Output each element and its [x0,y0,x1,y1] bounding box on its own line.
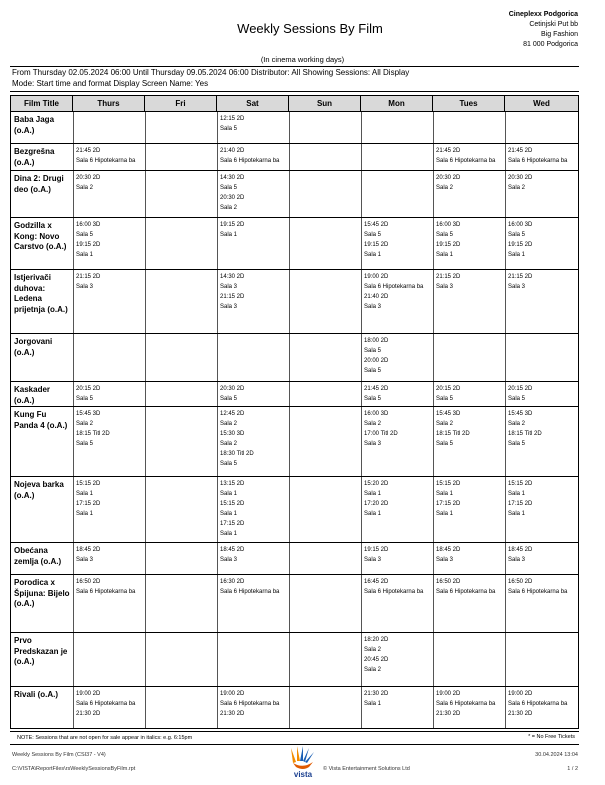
session-time: 12:45 2D [220,411,245,417]
session-screen: Sala 2 [508,421,526,427]
session-time: 16:50 2D [436,579,461,585]
print-datetime: 30.04.2024 13:04 [535,752,578,758]
day-cell-wed [508,545,577,565]
session-time: 18:15 Titl 2D [436,431,470,437]
column-header-fri: Fri [145,96,217,112]
session-screen: Sala 6 Hipotekarna ba [220,701,280,707]
film-title: Godzilla x Kong: Novo Carstvo (o.A.) [14,221,67,251]
column-header-sat: Sat [217,96,289,112]
table-row [11,112,578,143]
session-time: 16:50 2D [76,579,101,585]
session-time: 21:30 2D [76,711,101,717]
session-screen: Sala 1 [76,511,94,517]
day-cell-thurs [76,272,144,292]
day-cell-thurs [76,689,144,719]
table-row [11,542,578,574]
session-screen: Sala 2 [364,647,382,653]
table-row [11,406,578,476]
session-screen: Sala 1 [508,511,526,517]
session-time: 16:00 3D [508,222,533,228]
session-time: 17:15 2D [220,521,245,527]
day-cell-wed [508,272,577,292]
session-time: 21:15 2D [436,274,461,280]
session-screen: Sala 5 [436,441,454,447]
day-cell-tues [436,384,504,404]
report-parameters [12,68,409,89]
session-time: 19:15 2D [364,242,389,248]
session-time: 14:30 2D [220,175,245,181]
session-screen: Sala 5 [364,232,382,238]
note-rule [10,731,579,732]
parameters-line-2: Mode: Start time and format Display Screen Name: Yes [12,78,209,88]
film-title: Rivali (o.A.) [14,690,59,699]
session-time: 20:30 2D [220,195,245,201]
session-time: 18:15 Titl 2D [76,431,110,437]
session-screen: Sala 6 Hipotekarna ba [436,158,496,164]
session-screen: Sala 3 [508,557,526,563]
session-time: 19:15 2D [508,242,533,248]
session-screen: Sala 6 Hipotekarna ba [364,589,424,595]
session-time: 17:15 2D [76,501,101,507]
session-screen: Sala 1 [220,491,238,497]
day-cell-thurs [76,220,144,260]
session-screen: Sala 3 [436,557,454,563]
session-screen: Sala 2 [436,421,454,427]
session-time: 17:15 2D [508,501,533,507]
day-cell-thurs [76,173,144,193]
session-screen: Sala 2 [220,421,238,427]
session-screen: Sala 1 [508,491,526,497]
session-screen: Sala 1 [76,252,94,258]
column-header-mon: Mon [361,96,433,112]
session-time: 19:00 2D [436,691,461,697]
session-time: 18:45 2D [436,547,461,553]
session-screen: Sala 2 [436,185,454,191]
day-cell-sat [220,220,288,240]
session-screen: Sala 6 Hipotekarna ba [508,701,568,707]
session-screen: Sala 1 [220,531,238,537]
session-screen: Sala 6 Hipotekarna ba [76,701,136,707]
table-row [11,686,578,728]
session-screen: Sala 2 [220,205,238,211]
table-row [11,476,578,542]
session-time: 15:30 3D [220,431,245,437]
session-time: 19:00 2D [76,691,101,697]
table-row [11,381,578,406]
day-cell-sat [220,689,288,719]
film-title: Istjerivači duhova: Ledena prijetnja (o.A.) [14,273,68,314]
session-time: 18:45 2D [76,547,101,553]
session-screen: Sala 5 [76,441,94,447]
session-screen: Sala 5 [76,396,94,402]
session-screen: Sala 3 [76,284,94,290]
session-time: 21:15 2D [220,294,245,300]
session-time: 20:15 2D [76,386,101,392]
session-time: 21:45 2D [76,148,101,154]
session-time: 19:00 2D [508,691,533,697]
page-number: 1 / 2 [567,766,578,772]
session-time: 12:15 2D [220,116,245,122]
session-screen: Sala 2 [220,441,238,447]
session-screen: Sala 5 [220,185,238,191]
company-street: Cetinjski Put bb [529,21,578,28]
film-title: Kung Fu Panda 4 (o.A.) [14,410,68,430]
table-row [11,143,578,170]
report-name: Weekly Sessions By Film (CSI37 - V4) [12,752,106,758]
day-cell-wed [508,479,577,519]
session-screen: Sala 2 [76,185,94,191]
day-cell-wed [508,220,577,260]
session-screen: Sala 5 [508,441,526,447]
day-cell-mon [364,635,432,675]
session-screen: Sala 1 [508,252,526,258]
italics-note: NOTE: Sessions that are not open for sale appear in italics: e.g. 6:15pm [17,735,193,741]
session-screen: Sala 5 [220,461,238,467]
header-rule [10,66,579,67]
session-screen: Sala 5 [508,232,526,238]
session-screen: Sala 5 [364,348,382,354]
table-row [11,170,578,217]
session-time: 21:30 2D [220,711,245,717]
session-time: 19:00 2D [220,691,245,697]
day-cell-sat [220,545,288,565]
day-cell-wed [508,146,577,166]
session-time: 16:45 2D [364,579,389,585]
table-row [11,269,578,333]
session-screen: Sala 6 Hipotekarna ba [436,589,496,595]
day-cell-tues [436,146,504,166]
day-cell-sat [220,114,288,134]
session-screen: Sala 2 [364,421,382,427]
film-title: Porodica x Špijuna: Bijelo (o.A.) [14,578,70,608]
session-time: 15:20 2D [364,481,389,487]
day-cell-tues [436,272,504,292]
session-time: 19:15 2D [220,222,245,228]
table-row [11,632,578,686]
session-time: 15:45 3D [436,411,461,417]
session-screen: Sala 6 Hipotekarna ba [220,158,280,164]
film-title: Bezgrešna (o.A.) [14,147,55,167]
film-title: Kaskader (o.A.) [14,385,51,405]
day-cell-mon [364,545,432,565]
column-header-tues: Tues [433,96,505,112]
day-cell-tues [436,409,504,449]
day-cell-thurs [76,409,144,449]
session-time: 15:15 2D [76,481,101,487]
session-screen: Sala 6 Hipotekarna ba [508,158,568,164]
session-time: 21:30 2D [508,711,533,717]
day-cell-mon [364,409,432,449]
company-address [509,10,578,50]
session-time: 20:15 2D [508,386,533,392]
day-cell-sat [220,577,288,597]
day-cell-thurs [76,146,144,166]
session-screen: Sala 3 [364,441,382,447]
session-time: 18:15 Titl 2D [508,431,542,437]
session-time: 15:45 3D [76,411,101,417]
session-time: 15:45 3D [508,411,533,417]
day-cell-mon [364,689,432,709]
session-time: 18:20 2D [364,637,389,643]
column-header-sun: Sun [289,96,361,112]
session-screen: Sala 1 [364,701,382,707]
parameters-rule [10,91,579,92]
sessions-table [10,95,579,729]
vista-logo [283,744,323,779]
session-time: 19:00 2D [364,274,389,280]
session-screen: Sala 2 [364,667,382,673]
session-time: 18:30 Titl 2D [220,451,254,457]
day-cell-thurs [76,384,144,404]
day-cell-sat [220,384,288,404]
table-row [11,574,578,632]
film-title: Obećana zemlja (o.A.) [14,546,62,566]
session-screen: Sala 6 Hipotekarna ba [508,589,568,595]
day-cell-sat [220,173,288,213]
day-cell-sat [220,479,288,539]
report-title: Weekly Sessions By Film [237,21,383,36]
parameters-line-1: From Thursday 02.05.2024 06:00 Until Thursday 09.05.2024 06:00 Distributor: All Showing Sessions: All Display [12,68,410,77]
session-time: 15:15 2D [508,481,533,487]
session-time: 20:30 2D [508,175,533,181]
day-cell-sat [220,146,288,166]
day-cell-tues [436,220,504,260]
film-title: Dina 2: Drugi deo (o.A.) [14,174,64,194]
session-screen: Sala 5 [436,232,454,238]
session-time: 20:00 2D [364,358,389,364]
session-screen: Sala 3 [436,284,454,290]
day-cell-mon [364,336,432,376]
table-row [11,333,578,381]
session-time: 21:45 2D [436,148,461,154]
session-screen: Sala 1 [76,491,94,497]
day-cell-wed [508,689,577,719]
day-cell-tues [436,689,504,719]
session-screen: Sala 3 [220,284,238,290]
day-cell-mon [364,479,432,519]
copyright: © Vista Entertainment Solutions Ltd [323,766,410,772]
session-time: 21:40 2D [364,294,389,300]
session-time: 20:30 2D [76,175,101,181]
day-cell-sat [220,272,288,312]
session-time: 15:45 2D [364,222,389,228]
day-cell-thurs [76,545,144,565]
session-time: 13:15 2D [220,481,245,487]
day-cell-sat [220,409,288,469]
hands-logo-icon [283,744,323,779]
session-time: 18:45 2D [508,547,533,553]
session-screen: Sala 1 [220,232,238,238]
day-cell-wed [508,577,577,597]
session-screen: Sala 5 [436,396,454,402]
session-time: 21:45 2D [364,386,389,392]
session-screen: Sala 6 Hipotekarna ba [220,589,280,595]
session-time: 18:45 2D [220,547,245,553]
session-time: 16:30 2D [220,579,245,585]
film-title: Jorgovani (o.A.) [14,337,53,357]
session-screen: Sala 1 [364,511,382,517]
session-time: 17:20 2D [364,501,389,507]
day-cell-mon [364,577,432,597]
session-time: 16:00 3D [436,222,461,228]
session-screen: Sala 1 [436,252,454,258]
day-cell-wed [508,384,577,404]
day-cell-thurs [76,479,144,519]
session-screen: Sala 1 [220,511,238,517]
session-screen: Sala 5 [220,126,238,132]
session-screen: Sala 5 [364,368,382,374]
day-cell-tues [436,545,504,565]
no-free-tickets-legend: * = No Free Tickets [528,734,575,740]
session-time: 21:40 2D [220,148,245,154]
film-title: Prvo Predskazan je (o.A.) [14,636,68,666]
session-screen: Sala 3 [364,557,382,563]
company-city: 81 000 Podgorica [523,41,578,48]
session-time: 17:15 2D [436,501,461,507]
session-time: 21:30 2D [436,711,461,717]
company-name: Cineplexx Podgorica [508,11,578,18]
session-screen: Sala 3 [364,304,382,310]
session-time: 21:15 2D [508,274,533,280]
session-screen: Sala 6 Hipotekarna ba [76,158,136,164]
session-screen: Sala 5 [364,396,382,402]
session-time: 19:15 2D [436,242,461,248]
session-screen: Sala 1 [436,511,454,517]
session-screen: Sala 6 Hipotekarna ba [436,701,496,707]
day-cell-wed [508,409,577,449]
column-header-film-title: Film Title [11,96,73,112]
report-path: C:\VISTA\ReportFiles\rsWeeklySessionsByFilm.rpt [12,766,136,772]
session-time: 20:45 2D [364,657,389,663]
session-time: 19:15 2D [76,242,101,248]
session-time: 17:00 Titl 2D [364,431,398,437]
session-screen: Sala 3 [220,304,238,310]
logo-text: vista [293,770,313,779]
film-title: Nojeva barka (o.A.) [14,480,64,500]
column-header-wed: Wed [505,96,578,112]
session-time: 16:00 3D [364,411,389,417]
report-subtitle: (In cinema working days) [260,55,345,64]
session-screen: Sala 1 [364,252,382,258]
session-time: 21:30 2D [364,691,389,697]
day-cell-mon [364,220,432,260]
session-time: 20:30 2D [220,386,245,392]
session-screen: Sala 1 [364,491,382,497]
session-screen: Sala 6 Hipotekarna ba [364,284,424,290]
session-time: 16:00 3D [76,222,101,228]
session-screen: Sala 5 [220,396,238,402]
session-screen: Sala 2 [76,421,94,427]
day-cell-mon [364,272,432,312]
session-screen: Sala 5 [76,232,94,238]
day-cell-tues [436,173,504,193]
session-screen: Sala 3 [220,557,238,563]
session-time: 21:15 2D [76,274,101,280]
session-screen: Sala 5 [508,396,526,402]
table-row [11,217,578,269]
column-header-thurs: Thurs [73,96,145,112]
day-cell-mon [364,384,432,404]
session-time: 16:50 2D [508,579,533,585]
session-time: 20:15 2D [436,386,461,392]
session-time: 15:15 2D [436,481,461,487]
film-title: Baba Jaga (o.A.) [14,115,55,135]
day-cell-thurs [76,577,144,597]
session-time: 19:15 2D [364,547,389,553]
company-venue: Big Fashion [541,31,578,38]
day-cell-wed [508,173,577,193]
session-time: 18:00 2D [364,338,389,344]
session-time: 20:30 2D [436,175,461,181]
day-cell-tues [436,479,504,519]
session-screen: Sala 1 [436,491,454,497]
session-screen: Sala 3 [508,284,526,290]
session-time: 14:30 2D [220,274,245,280]
session-time: 15:15 2D [220,501,245,507]
session-screen: Sala 6 Hipotekarna ba [76,589,136,595]
session-time: 21:45 2D [508,148,533,154]
day-cell-tues [436,577,504,597]
session-screen: Sala 3 [76,557,94,563]
session-screen: Sala 2 [508,185,526,191]
